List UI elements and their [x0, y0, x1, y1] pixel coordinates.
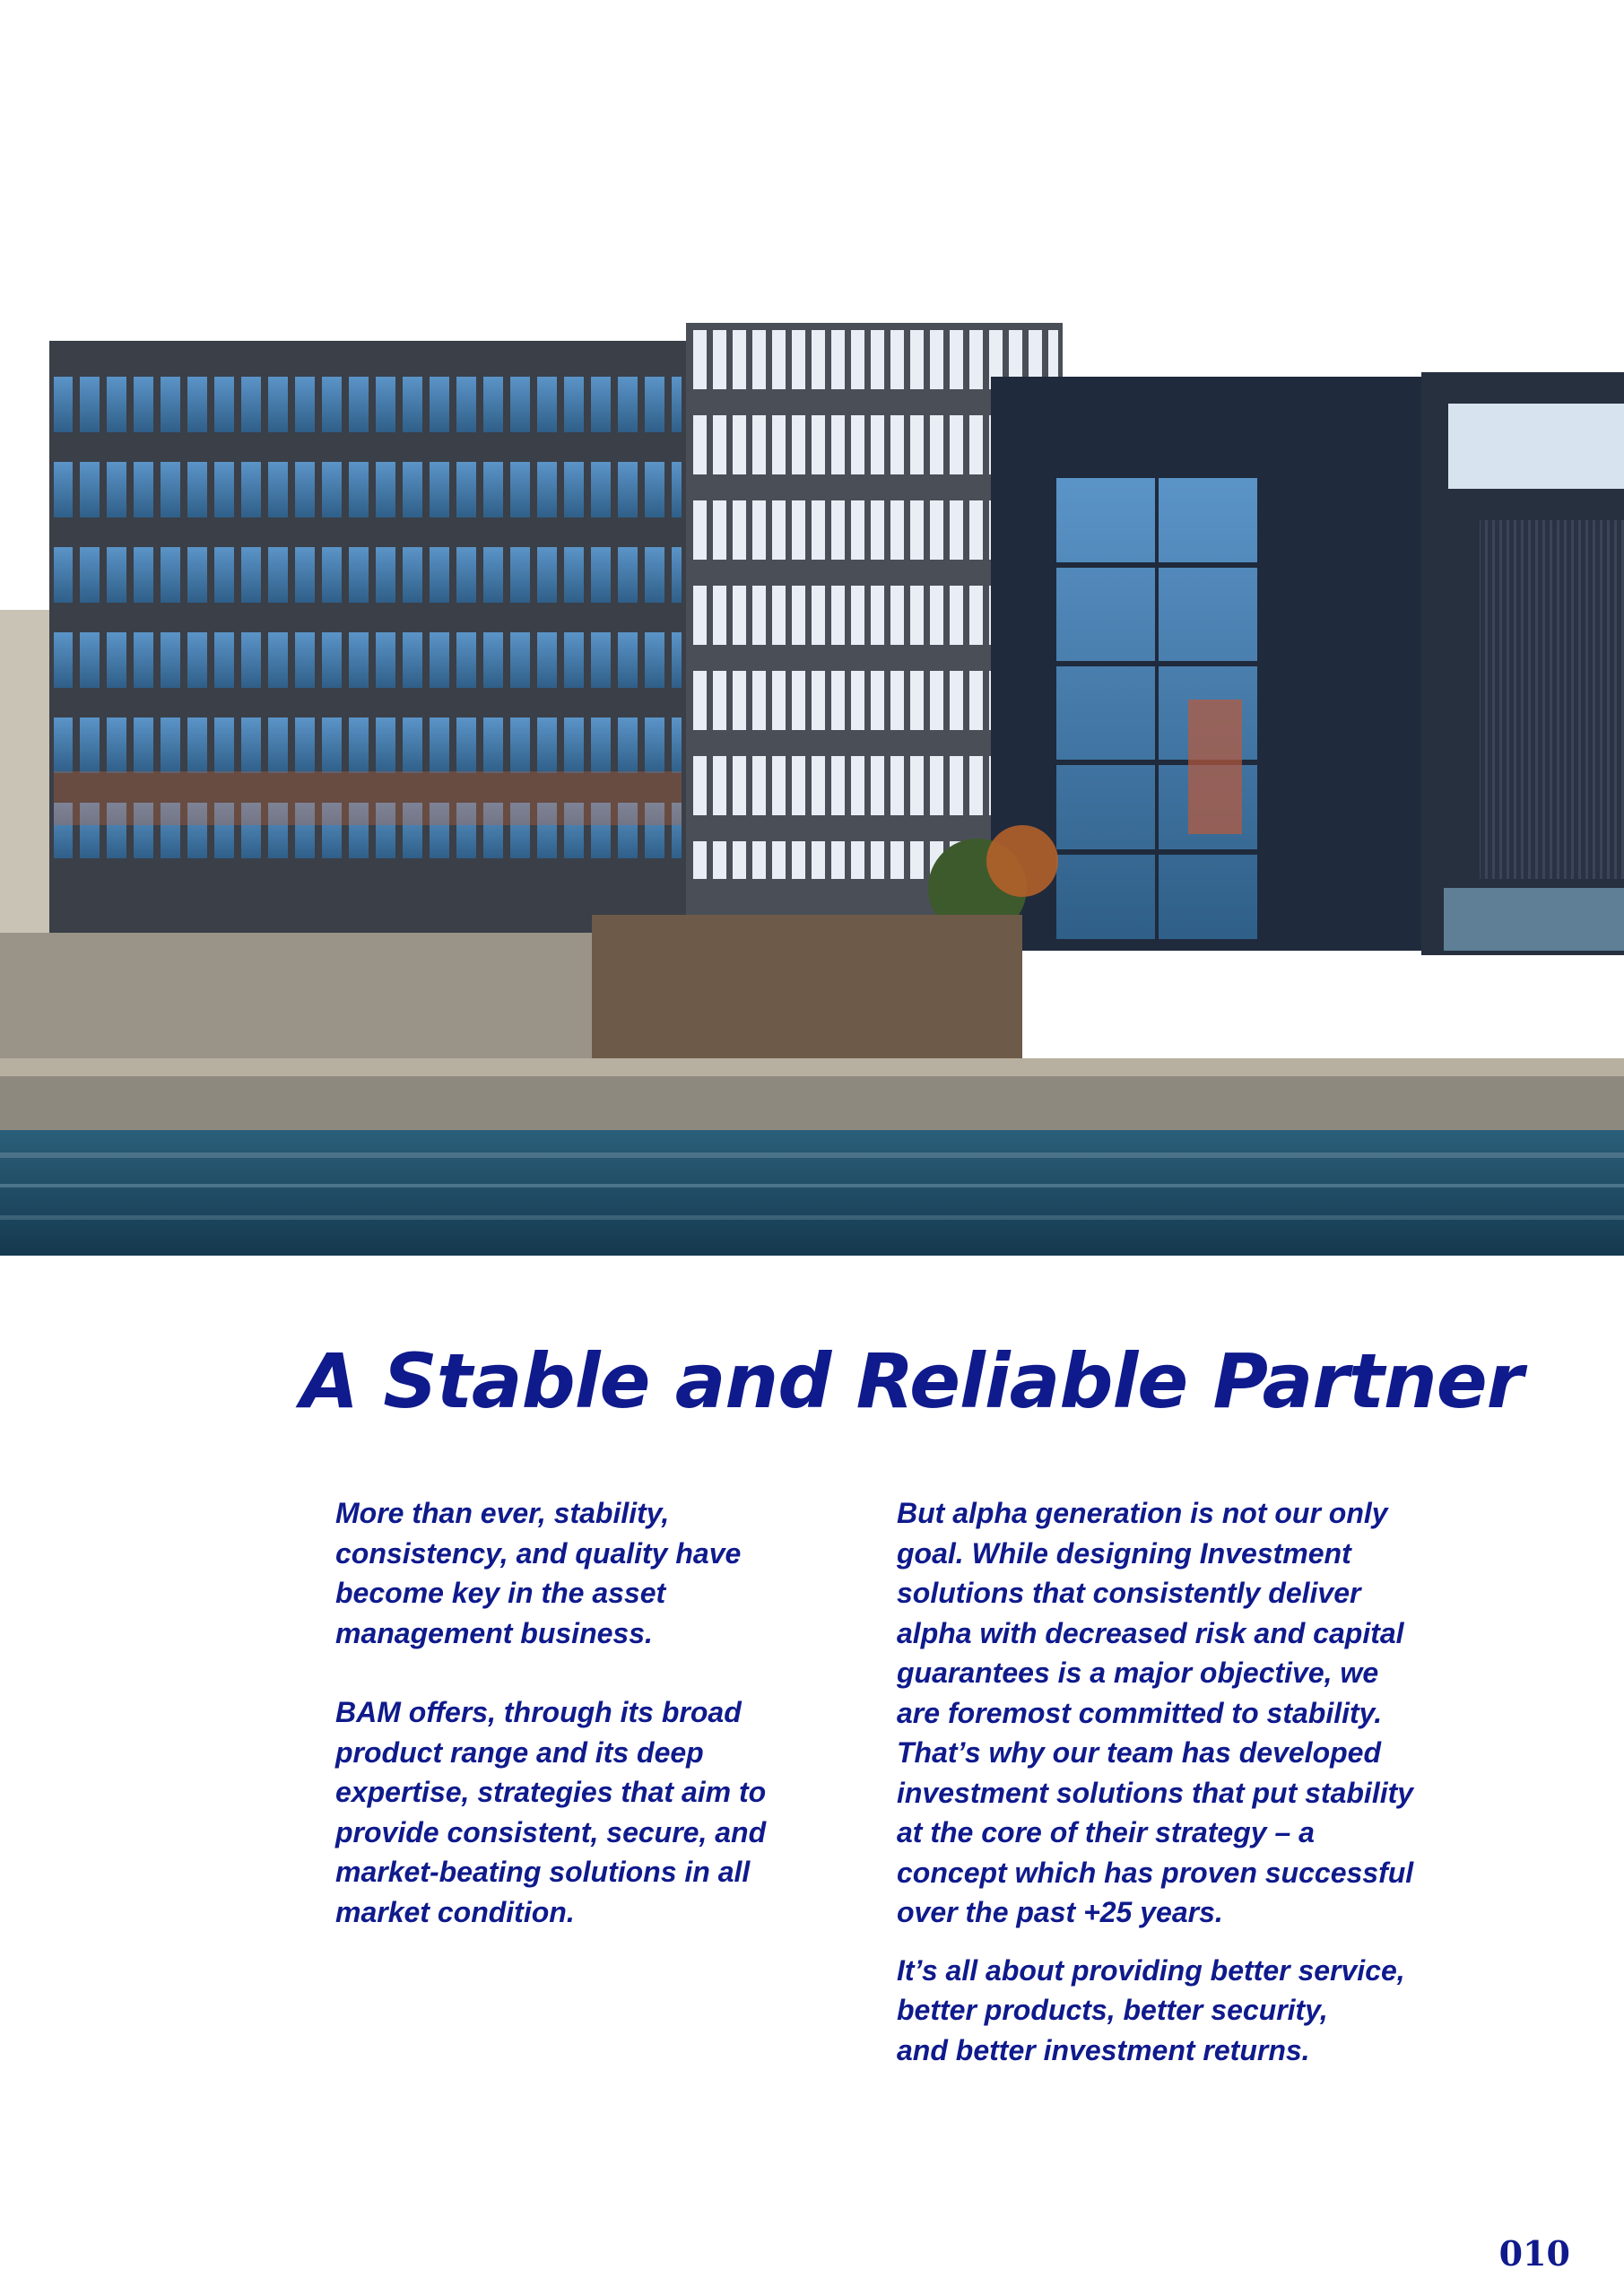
text-line: management business. — [335, 1616, 653, 1649]
text-line: market-beating solutions in all — [335, 1856, 751, 1888]
right-paragraph-1 — [897, 1493, 1453, 1933]
page-title: A Stable and Reliable Partner — [300, 1337, 1524, 1425]
right-column — [897, 1493, 1453, 2070]
left-paragraph-2 — [335, 1692, 838, 1932]
text-line: But alpha generation is not our only — [897, 1497, 1388, 1529]
text-line: BAM offers, through its broad — [335, 1696, 742, 1728]
text-line: That’s why our team has developed — [897, 1736, 1381, 1769]
text-line: are foremost committed to stability. — [897, 1696, 1383, 1729]
text-line: guarantees is a major objective, we — [897, 1657, 1379, 1689]
text-line: at the core of their strategy – a — [897, 1816, 1315, 1848]
text-line: concept which has proven successful — [897, 1856, 1414, 1889]
text-line: better products, better security, — [897, 1994, 1328, 2026]
text-line: consistency, and quality have — [335, 1536, 742, 1570]
page-number: 010 — [1498, 2233, 1570, 2274]
text-line: over the past +25 years. — [897, 1896, 1223, 1928]
text-line: alpha with decreased risk and capital — [897, 1616, 1404, 1649]
text-line: expertise, strategies that aim to — [335, 1776, 767, 1808]
text-line: It’s all about providing better service, — [897, 1953, 1405, 1987]
building-photo — [0, 269, 1624, 1256]
text-line: market condition. — [335, 1895, 575, 1928]
text-line: and better investment returns. — [897, 2033, 1310, 2066]
text-line: More than ever, stability, — [335, 1497, 670, 1529]
text-line: investment solutions that put stability — [897, 1776, 1414, 1809]
text-line: become key in the asset — [335, 1577, 666, 1609]
text-line: provide consistent, secure, and — [335, 1815, 767, 1848]
left-paragraph-1 — [335, 1493, 838, 1653]
text-line: solutions that consistently deliver — [897, 1577, 1361, 1609]
right-paragraph-2 — [897, 1951, 1453, 2071]
left-column — [335, 1493, 838, 1932]
text-line: product range and its deep — [335, 1735, 704, 1769]
text-line: goal. While designing Investment — [897, 1536, 1351, 1570]
